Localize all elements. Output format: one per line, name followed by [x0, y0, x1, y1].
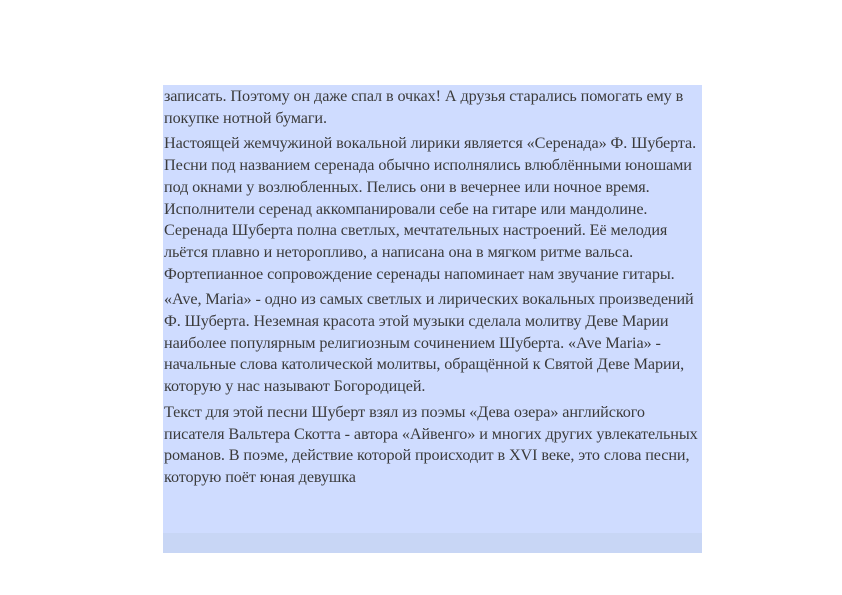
paragraph-2: Настоящей жемчужиной вокальной лирики является «Серенада» Ф. Шуберта. Песни под названием серенада обычно исполнялись влюблёнными юношами под окнами у возлюбленных. Пелись они в вечернее или ночное время. Исполнители серенад аккомпанировали себе на гитаре или мандолине. Серенада Шуберта полна светлых, мечтательных настроений. Её мелодия льётся плавно и неторопливо, а написана она в мягком ритме вальса. Фортепианное сопровождение серенады напоминает нам звучание гитары. — [164, 134, 697, 283]
paragraph-4: Текст для этой песни Шуберт взял из поэмы «Дева озера» английского писателя Вальтера Скотта - автора «Айвенго» и многих других увлекательных романов. В поэме, действие которой происходит в XVI веке, это слова песни, которую поёт юная девушка — [164, 402, 698, 486]
paragraph-1: записать. Поэтому он даже спал в очках! А друзья старались помогать ему в покупке нотной бумаги. — [164, 87, 684, 127]
paragraph-3: «Ave, Maria» - одно из самых светлых и лирических вокальных произведений Ф. Шуберта. Неземная красота этой музыки сделала молитву Деве Марии наиболее популярным религиозным сочинением Шуберта. «Ave Maria» - начальные слова католической молитвы, обращённой к Святой Деве Марии, которую у нас называют Богородицей. — [164, 290, 694, 396]
text-block — [163, 85, 702, 553]
text-block-bottom-strip — [163, 533, 702, 553]
